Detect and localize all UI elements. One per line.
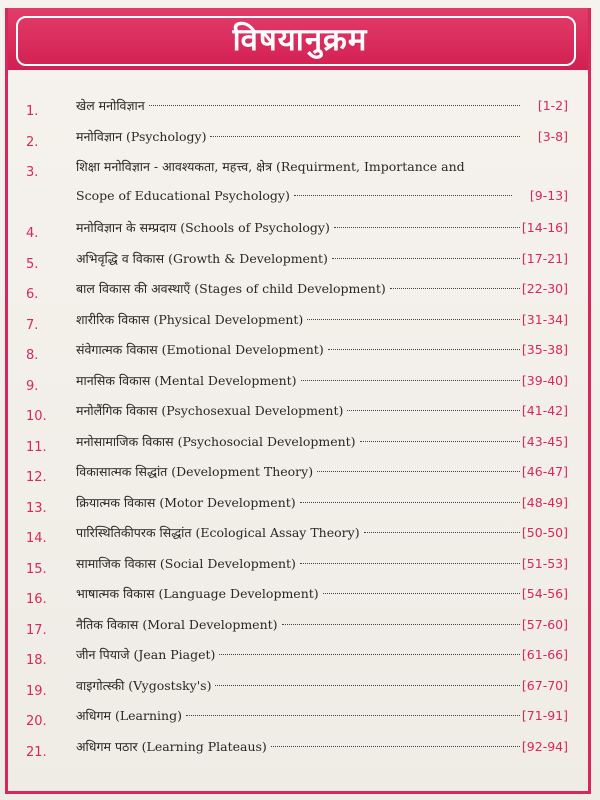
entry-pages: [41-42]	[521, 403, 568, 418]
dot-leader	[332, 258, 520, 259]
entry-number: 12.	[26, 470, 47, 485]
toc-row	[0, 218, 600, 249]
entry-number: 1.	[26, 104, 39, 119]
toc-row	[0, 249, 600, 280]
toc-row	[0, 310, 600, 341]
entry-number: 2.	[26, 134, 39, 150]
entry-number: 6.	[26, 287, 39, 302]
entry-title: भाषात्मक विकास (Language Development)	[76, 586, 319, 601]
page-title: विषयानुक्रम	[232, 22, 368, 58]
toc-row	[0, 96, 600, 127]
dot-leader	[210, 136, 520, 137]
toc-row	[0, 676, 600, 707]
toc-row	[0, 615, 600, 646]
entry-pages: [39-40]	[521, 372, 568, 388]
dot-leader	[390, 288, 520, 289]
dot-leader	[323, 593, 520, 594]
entry-number: 17.	[26, 622, 47, 638]
entry-pages: [14-16]	[521, 220, 568, 235]
toc-row	[0, 340, 600, 371]
table-of-contents	[0, 96, 600, 767]
entry-pages: [43-45]	[521, 433, 568, 449]
dot-leader	[347, 410, 520, 411]
entry-pages: [51-53]	[521, 555, 568, 571]
entry-pages: [17-21]	[521, 250, 568, 266]
entry-number: 13.	[26, 500, 47, 516]
dot-leader	[334, 227, 520, 228]
entry-title: अधिगम (Learning)	[76, 708, 182, 723]
entry-pages: [92-94]	[521, 738, 568, 754]
dot-leader	[215, 685, 520, 686]
entry-pages: [71-91]	[521, 708, 568, 723]
entry-pages: [35-38]	[521, 342, 568, 357]
dot-leader	[149, 105, 520, 106]
entry-title: जीन पियाजे (Jean Piaget)	[76, 647, 216, 662]
entry-title: मनोसामाजिक विकास (Psychosocial Development)	[76, 433, 356, 449]
dot-leader	[301, 380, 520, 381]
dot-leader	[219, 654, 520, 655]
toc-row	[0, 645, 600, 676]
entry-pages: [67-70]	[521, 677, 568, 693]
toc-row	[0, 554, 600, 585]
entry-number: 8.	[26, 348, 39, 363]
entry-pages: [9-13]	[529, 188, 568, 203]
entry-pages: [3-8]	[537, 128, 568, 144]
entry-pages: [54-56]	[521, 586, 568, 601]
entry-number: 11.	[26, 439, 47, 455]
entry-pages: [1-2]	[537, 98, 568, 113]
entry-title: विकासात्मक सिद्धांत (Development Theory)	[76, 464, 314, 479]
toc-row	[0, 279, 600, 310]
toc-row	[0, 737, 600, 768]
dot-leader	[186, 715, 520, 716]
entry-title: मानसिक विकास (Mental Development)	[76, 372, 297, 388]
entry-title: बाल विकास की अवस्थाएँ (Stages of child Development)	[76, 281, 386, 296]
entry-title: वाइगोत्स्की (Vygostsky's)	[76, 677, 212, 693]
entry-number: 18.	[26, 653, 47, 668]
entry-pages: [22-30]	[521, 281, 568, 296]
toc-row	[0, 584, 600, 615]
entry-pages: [46-47]	[521, 464, 568, 479]
entry-number: 20.	[26, 714, 47, 729]
dot-leader	[360, 441, 520, 442]
entry-title: अधिगम पठार (Learning Plateaus)	[76, 738, 267, 754]
entry-title: शारीरिक विकास (Physical Development)	[76, 311, 304, 327]
entry-title: अभिवृद्धि व विकास (Growth & Development)	[76, 250, 328, 266]
toc-row	[0, 462, 600, 493]
entry-number: 15.	[26, 561, 47, 577]
entry-pages: [50-50]	[521, 525, 568, 540]
toc-row	[0, 493, 600, 524]
toc-row	[0, 432, 600, 463]
toc-row	[0, 371, 600, 402]
dot-leader	[294, 195, 512, 196]
entry-title-line2: Scope of Educational Psychology)	[76, 188, 290, 203]
entry-pages: [48-49]	[521, 494, 568, 510]
entry-title: नैतिक विकास (Moral Development)	[76, 616, 278, 632]
entry-title: शिक्षा मनोविज्ञान - आवश्यकता, महत्त्व, क्षेत्र (Requirment, Importance and	[76, 159, 465, 174]
entry-title: खेल मनोविज्ञान	[76, 98, 145, 113]
toc-row	[0, 127, 600, 158]
dot-leader	[317, 471, 520, 472]
dot-leader	[300, 502, 520, 503]
dot-leader	[364, 532, 520, 533]
entry-number: 5.	[26, 256, 39, 272]
entry-title: सामाजिक विकास (Social Development)	[76, 555, 296, 571]
toc-row	[0, 157, 600, 218]
entry-number: 9.	[26, 378, 39, 394]
toc-row	[0, 523, 600, 554]
entry-title: मनोलैंगिक विकास (Psychosexual Development)	[76, 403, 344, 418]
dot-leader	[271, 746, 520, 747]
entry-title: मनोविज्ञान के सम्प्रदाय (Schools of Psychology)	[76, 220, 330, 235]
toc-row	[0, 401, 600, 432]
entry-number: 19.	[26, 683, 47, 699]
entry-title: मनोविज्ञान (Psychology)	[76, 128, 207, 144]
entry-pages: [57-60]	[521, 616, 568, 632]
dot-leader	[300, 563, 520, 564]
entry-number: 4.	[26, 226, 39, 241]
dot-leader	[307, 319, 520, 320]
entry-number: 14.	[26, 531, 47, 546]
entry-number: 10.	[26, 409, 47, 424]
entry-number: 21.	[26, 744, 47, 760]
entry-number: 3.	[26, 165, 39, 180]
dot-leader	[328, 349, 520, 350]
entry-pages: [61-66]	[521, 647, 568, 662]
entry-title: संवेगात्मक विकास (Emotional Development)	[76, 342, 324, 357]
entry-title: क्रियात्मक विकास (Motor Development)	[76, 494, 296, 510]
entry-pages: [31-34]	[521, 311, 568, 327]
entry-number: 7.	[26, 317, 39, 333]
entry-number: 16.	[26, 592, 47, 607]
toc-row	[0, 706, 600, 737]
dot-leader	[282, 624, 520, 625]
entry-title: पारिस्थितिकीपरक सिद्धांत (Ecological Assay Theory)	[76, 525, 360, 540]
